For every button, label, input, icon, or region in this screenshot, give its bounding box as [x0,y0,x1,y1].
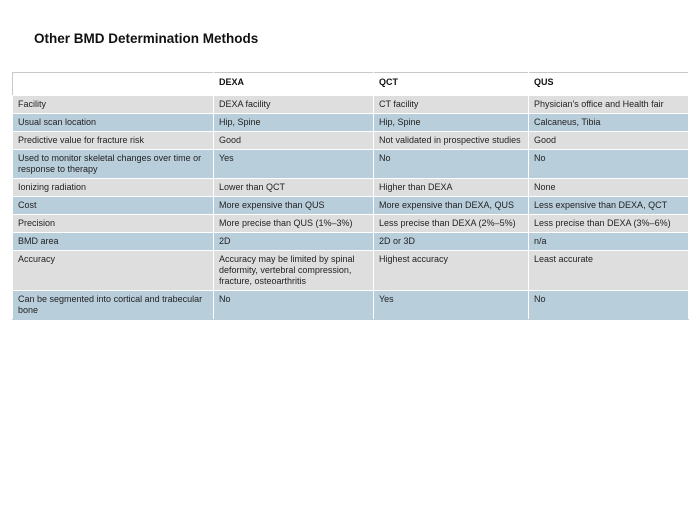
cell-qct: Yes [374,291,529,320]
cell-qct: Not validated in prospective studies [374,132,529,150]
cell-qus: n/a [529,233,689,251]
table-header [13,73,689,96]
cell-dexa: Yes [214,150,374,179]
cell-qct: Higher than DEXA [374,179,529,197]
cell-dexa: DEXA facility [214,96,374,114]
row-label: Can be segmented into cortical and trabecular bone [13,291,214,320]
row-label: Predictive value for fracture risk [13,132,214,150]
page-title: Other BMD Determination Methods [34,31,259,46]
cell-qct: Less precise than DEXA (2%–5%) [374,215,529,233]
header-cell-qus: QUS [529,73,689,96]
row-label: Facility [13,96,214,114]
row-label: BMD area [13,233,214,251]
row-label: Ionizing radiation [13,179,214,197]
header-row [13,73,689,96]
cell-qct: Hip, Spine [374,114,529,132]
cell-qct: No [374,150,529,179]
table-row [13,197,689,215]
row-label: Precision [13,215,214,233]
cell-qus: None [529,179,689,197]
cell-dexa: 2D [214,233,374,251]
cell-dexa: Good [214,132,374,150]
cell-qus: Physician's office and Health fair [529,96,689,114]
table-row [13,233,689,251]
cell-dexa: More expensive than QUS [214,197,374,215]
row-label: Cost [13,197,214,215]
table-row [13,291,689,320]
cell-dexa: Hip, Spine [214,114,374,132]
cell-qus: Less precise than DEXA (3%–6%) [529,215,689,233]
cell-dexa: No [214,291,374,320]
bmd-methods-table [12,72,689,320]
header-cell-qct: QCT [374,73,529,96]
cell-qct: CT facility [374,96,529,114]
header-cell-corner [13,73,214,96]
cell-qct: 2D or 3D [374,233,529,251]
cell-qus: Calcaneus, Tibia [529,114,689,132]
cell-qus: No [529,150,689,179]
table-row [13,114,689,132]
cell-qus: No [529,291,689,320]
cell-qct: More expensive than DEXA, QUS [374,197,529,215]
table-row [13,251,689,291]
cell-qus: Good [529,132,689,150]
table-row [13,150,689,179]
table-row [13,132,689,150]
table-row [13,179,689,197]
row-label: Usual scan location [13,114,214,132]
row-label: Used to monitor skeletal changes over time or response to therapy [13,150,214,179]
cell-qct: Highest accuracy [374,251,529,291]
table-row [13,215,689,233]
header-cell-dexa: DEXA [214,73,374,96]
cell-qus: Least accurate [529,251,689,291]
cell-qus: Less expensive than DEXA, QCT [529,197,689,215]
table-row [13,96,689,114]
row-label: Accuracy [13,251,214,291]
cell-dexa: Lower than QCT [214,179,374,197]
cell-dexa: Accuracy may be limited by spinal deformity, vertebral compression, fracture, osteoarthritis [214,251,374,291]
table-body [13,96,689,320]
cell-dexa: More precise than QUS (1%–3%) [214,215,374,233]
